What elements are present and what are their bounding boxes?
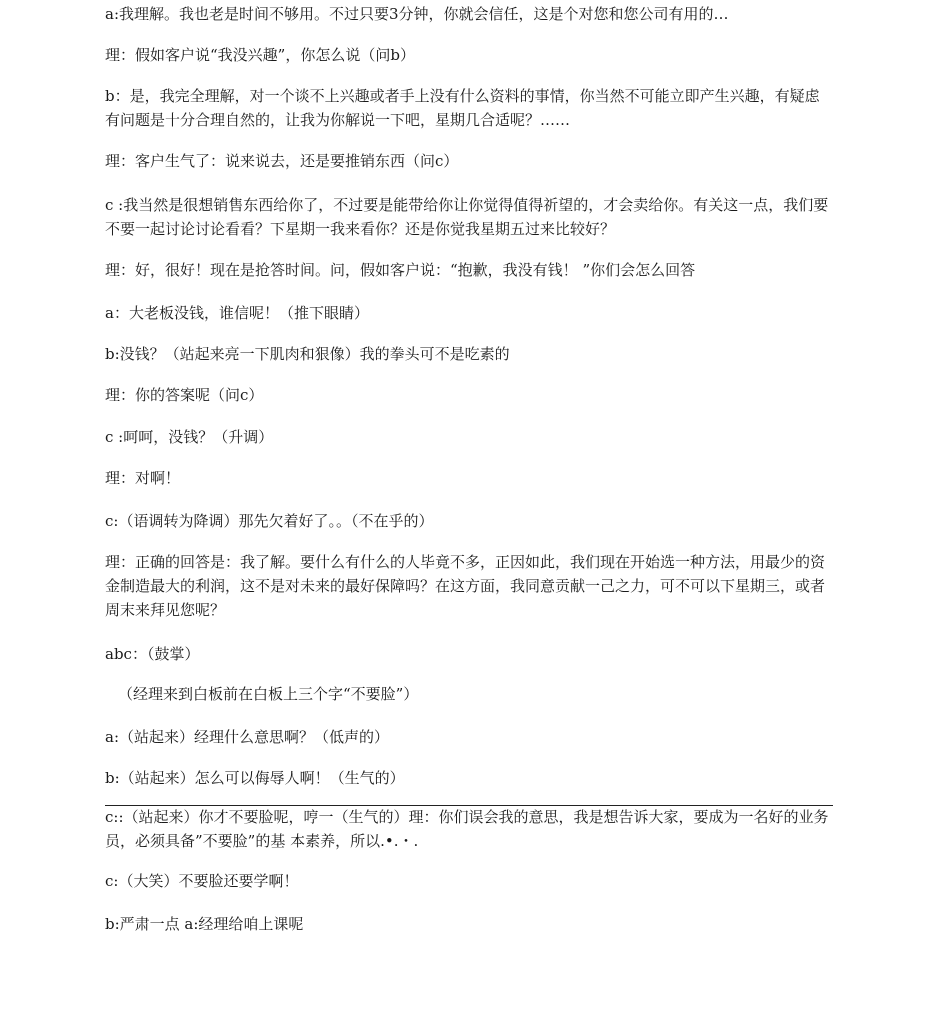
paragraph: b:没钱？（站起来亮一下肌肉和狠像）我的拳头可不是吃素的 xyxy=(105,345,510,363)
paragraph: c:（语调转为降调）那先欠着好了。。（不在乎的） xyxy=(105,512,434,530)
paragraph: 理：你的答案呢（问c） xyxy=(105,386,264,404)
paragraph: c::（站起来）你才不要脸呢，哼一（生气的）理：你们误会我的意思，我是想告诉大家，要成为一名好的业务员，必须具备”不要脸”的基 本素养，所以.•.・. xyxy=(105,808,829,850)
paragraph: c :我当然是很想销售东西给你了，不过要是能带给你让你觉得值得祈望的，才会卖给你。有关这一点，我们要不要一起讨论讨论看看？下星期一我来看你？还是你觉我星期五过来比较好？ xyxy=(105,196,829,238)
paragraph: c :呵呵，没钱？（升调） xyxy=(105,428,274,446)
paragraph: 理：假如客户说“我没兴趣”，你怎么说（问b） xyxy=(105,46,415,64)
paragraph: 理：好，很好！现在是抢答时间。问，假如客户说：“抱歉，我没有钱！ ”你们会怎么回答 xyxy=(105,261,696,279)
paragraph: b：是，我完全理解，对一个谈不上兴趣或者手上没有什么资料的事情，你当然不可能立即产生兴趣，有疑虑有问题是十分合理自然的，让我为你解说一下吧，星期几合适呢？…… xyxy=(105,87,820,129)
paragraph: b:严肃一点 a:经理给咱上课呢 xyxy=(105,915,304,933)
paragraph: b:（站起来）怎么可以侮辱人啊！（生气的） xyxy=(105,769,405,787)
paragraph: （经理来到白板前在白板上三个字“不要脸”） xyxy=(118,685,419,703)
paragraph: 理：客户生气了：说来说去，还是要推销东西（问c） xyxy=(105,152,459,170)
paragraph: 理：正确的回答是：我了解。要什么有什么的人毕竟不多，正因如此，我们现在开始选一种方法，用最少的资金制造最大的利润，这不是对未来的最好保障吗？在这方面，我同意贡献一己之力，可不可以下星期三，或者周末来拜见您呢？ xyxy=(105,553,826,619)
paragraph: 理：对啊！ xyxy=(105,469,181,487)
paragraph: a:（站起来）经理什么意思啊？（低声的） xyxy=(105,728,389,746)
paragraph: a：大老板没钱，谁信呢！（推下眼睛） xyxy=(105,304,369,322)
paragraph: c:（大笑）不要脸还要学啊！ xyxy=(105,872,299,890)
paragraph: a:我理解。我也老是时间不够用。不过只要3分钟，你就会信任，这是个对您和您公司有用的… xyxy=(105,5,729,23)
paragraph: abc：（鼓掌） xyxy=(105,645,200,663)
